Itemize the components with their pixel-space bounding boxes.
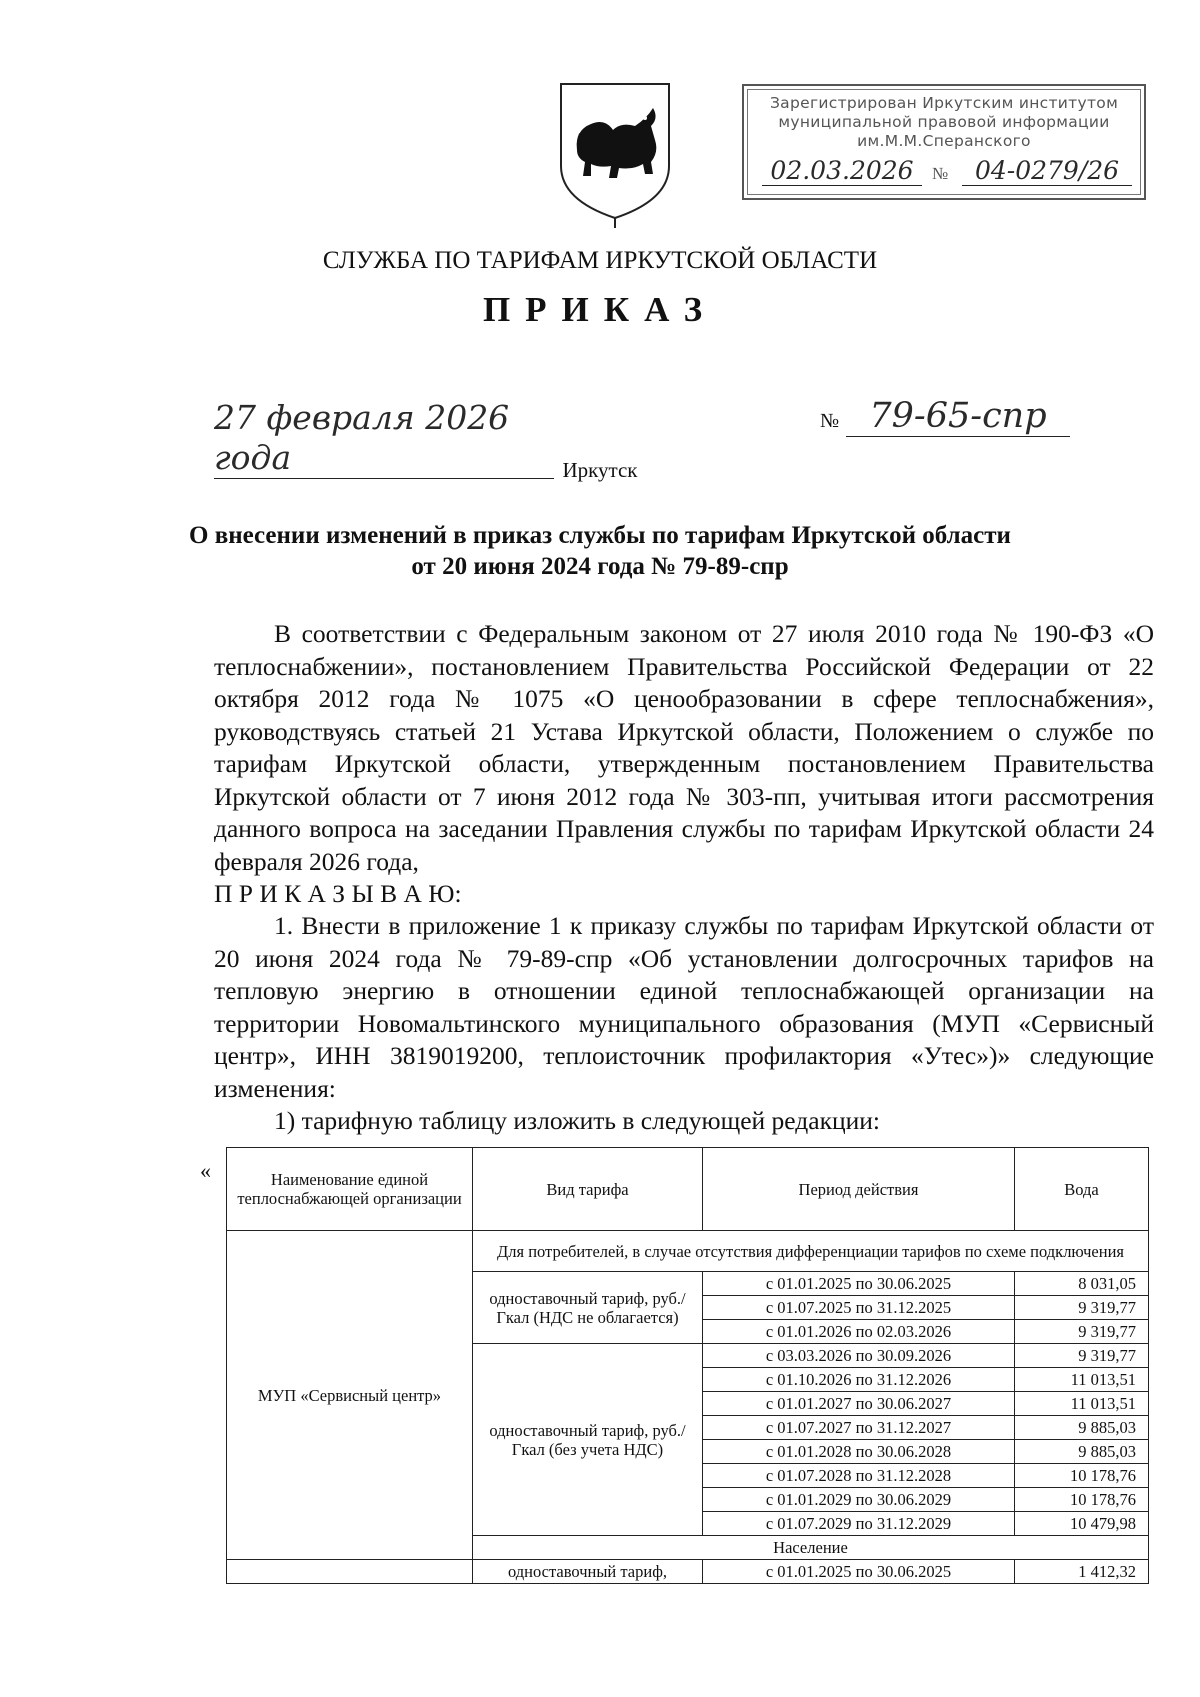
value-cell: 9 885,03	[1015, 1440, 1149, 1464]
table-row	[227, 1560, 1149, 1584]
table-header-row	[227, 1148, 1149, 1231]
table-row	[227, 1231, 1149, 1272]
agency-name: СЛУЖБА ПО ТАРИФАМ ИРКУТСКОЙ ОБЛАСТИ	[322, 247, 878, 274]
value-cell: 10 479,98	[1015, 1512, 1149, 1536]
value-cell: 9 319,77	[1015, 1296, 1149, 1320]
group-title-population: Население	[473, 1536, 1149, 1560]
group-title-consumers: Для потребителей, в случае отсутствия дифференциации тарифов по схеме подключения	[473, 1231, 1149, 1272]
period-cell: с 03.03.2026 по 30.09.2026	[703, 1344, 1015, 1368]
period-cell: с 01.07.2025 по 31.12.2025	[703, 1296, 1015, 1320]
coat-of-arms	[555, 78, 675, 228]
value-cell: 10 178,76	[1015, 1464, 1149, 1488]
stamp-number-label: №	[932, 164, 949, 183]
period-cell: с 01.01.2028 по 30.06.2028	[703, 1440, 1015, 1464]
document-title: ПРИКАЗ	[482, 290, 718, 329]
subject-line-2: от 20 июня 2024 года № 79-89-спр	[411, 553, 789, 580]
subject-line-1: О внесении изменений в приказ службы по тарифам Иркутской области	[189, 522, 1011, 549]
value-cell: 10 178,76	[1015, 1488, 1149, 1512]
tariff-type-cell: одноставочный тариф,	[473, 1560, 703, 1584]
header-period: Период действия	[703, 1148, 1015, 1231]
opening-quote: «	[200, 1158, 211, 1183]
preamble-paragraph: В соответствии с Федеральным законом от 27 июля 2010 года № 190-ФЗ «О теплоснабжении», постановлением Правительства Российской Федерации от 22 октября 2012 года № 1075 «О ценообразовании в сфере теплоснабжения», руководствуясь статьей 21 Устава Иркутской области, Положением о службе по тарифам Иркутской области, утвержденным постановлением Правительства Иркутской области от 7 июня 2012 года № 303-пп, учитывая итоги рассмотрения данного вопроса на заседании Правления службы по тарифам Иркутской области 24 февраля 2026 года,	[214, 619, 1154, 876]
order-subject	[150, 520, 1050, 582]
period-cell: с 01.10.2026 по 31.12.2026	[703, 1368, 1015, 1392]
value-cell: 9 319,77	[1015, 1344, 1149, 1368]
stamp-line-3: им.М.М.Сперанского	[857, 132, 1031, 150]
stamp-date: 02.03.2026	[762, 156, 922, 186]
order-number: 79-65-спр	[846, 396, 1070, 437]
value-cell: 9 319,77	[1015, 1320, 1149, 1344]
order-number-label: №	[820, 410, 840, 432]
order-date: 27 февраля 2026 года	[214, 398, 554, 479]
period-cell: с 01.01.2025 по 30.06.2025	[703, 1560, 1015, 1584]
item-1-paragraph: 1. Внести в приложение 1 к приказу службы по тарифам Иркутской области от 20 июня 2024 года № 79-89-спр «Об установлении долгосрочных тарифов на тепловую энергию в отношении единой теплоснабжающей организации на территории Новомальтинского муниципального образования (МУП «Сервисный центр», ИНН 3819019200, теплоисточник профилактория «Утес»)» следующие изменения:	[214, 911, 1154, 1103]
value-cell: 1 412,32	[1015, 1560, 1149, 1584]
period-cell: с 01.01.2026 по 02.03.2026	[703, 1320, 1015, 1344]
decree-word: П Р И К А З Ы В А Ю:	[214, 879, 462, 908]
period-cell: с 01.01.2029 по 30.06.2029	[703, 1488, 1015, 1512]
header-tariff-type: Вид тарифа	[473, 1148, 703, 1231]
tariff-table	[226, 1147, 1148, 1584]
tariff-type-cell: одноставочный тариф, руб./Гкал (без учета НДС)	[473, 1344, 703, 1536]
period-cell: с 01.01.2027 по 30.06.2027	[703, 1392, 1015, 1416]
value-cell: 8 031,05	[1015, 1272, 1149, 1296]
period-cell: с 01.01.2025 по 30.06.2025	[703, 1272, 1015, 1296]
stamp-line-2: муниципальной правовой информации	[778, 113, 1110, 131]
stamp-number: 04-0279/26	[962, 156, 1132, 186]
item-1-1: 1) тарифную таблицу изложить в следующей редакции:	[274, 1106, 880, 1135]
org-cell: МУП «Сервисный центр»	[227, 1231, 473, 1560]
tariff-type-cell: одноставочный тариф, руб./Гкал (НДС не облагается)	[473, 1272, 703, 1344]
city: Иркутск	[562, 458, 638, 482]
value-cell: 9 885,03	[1015, 1416, 1149, 1440]
period-cell: с 01.07.2028 по 31.12.2028	[703, 1464, 1015, 1488]
registration-stamp	[742, 84, 1146, 200]
org-cell-continued	[227, 1560, 473, 1584]
value-cell: 11 013,51	[1015, 1368, 1149, 1392]
header-org: Наименование единой теплоснабжающей организации	[227, 1148, 473, 1231]
header-water: Вода	[1015, 1148, 1149, 1231]
value-cell: 11 013,51	[1015, 1392, 1149, 1416]
period-cell: с 01.07.2027 по 31.12.2027	[703, 1416, 1015, 1440]
coat-of-arms-icon	[555, 78, 675, 228]
stamp-line-1: Зарегистрирован Иркутским институтом	[769, 94, 1119, 112]
period-cell: с 01.07.2029 по 31.12.2029	[703, 1512, 1015, 1536]
